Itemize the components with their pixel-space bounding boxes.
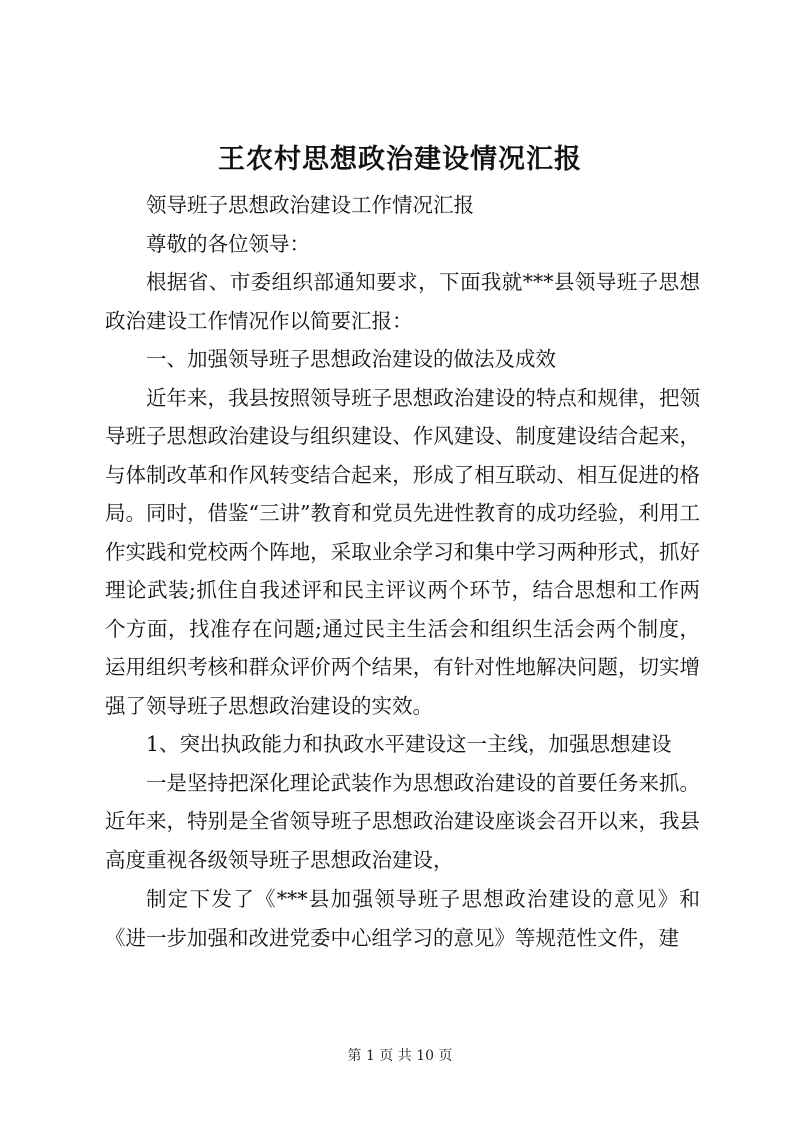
subsection-heading-1: 1、突出执政能力和执政水平建设这一主线，加强思想建设 (146, 732, 672, 756)
paragraph-documents: 制定下发了《***县加强领导班子思想政治建设的意见》和《进一步加强和改进党委中心组学习的意见》等规范性文件，建 (105, 887, 700, 950)
section-heading-1: 一、加强领导班子思想政治建设的做法及成效 (146, 347, 556, 371)
paragraph-salutation: 尊敬的各位领导： (146, 231, 310, 256)
paragraph-theory: 一是坚持把深化理论武装作为思想政治建设的首要任务来抓。近年来，特别是全省领导班子思想政治建设座谈会召开以来，我县高度重视各级领导班子思想政治建设， (105, 770, 700, 872)
document-title: 王农村思想政治建设情况汇报 (218, 144, 582, 175)
paragraph-subtitle: 领导班子思想政治建设工作情况汇报 (146, 193, 474, 217)
document-body (105, 186, 700, 957)
paragraph-intro: 根据省、市委组织部通知要求，下面我就***县领导班子思想政治建设工作情况作以简要汇报： (105, 270, 700, 333)
page-footer: 第 1 页 共 10 页 (347, 1048, 453, 1064)
paragraph-overview: 近年来，我县按照领导班子思想政治建设的特点和规律，把领导班子思想政治建设与组织建设、作风建设、制度建设结合起来，与体制改革和作风转变结合起来，形成了相互联动、相互促进的格局。同时，借鉴“三讲”教育和党员先进性教育的成功经验，利用工作实践和党校两个阵地，采取业余学习和集中学习两种形式，抓好理论武装;抓住自我述评和民主评议两个环节，结合思想和工作两个方面，找准存在问题;通过民主生活会和组织生活会两个制度，运用组织考核和群众评价两个结果，有针对性地解决问题，切实增强了领导班子思想政治建设的实效。 (105, 385, 700, 718)
